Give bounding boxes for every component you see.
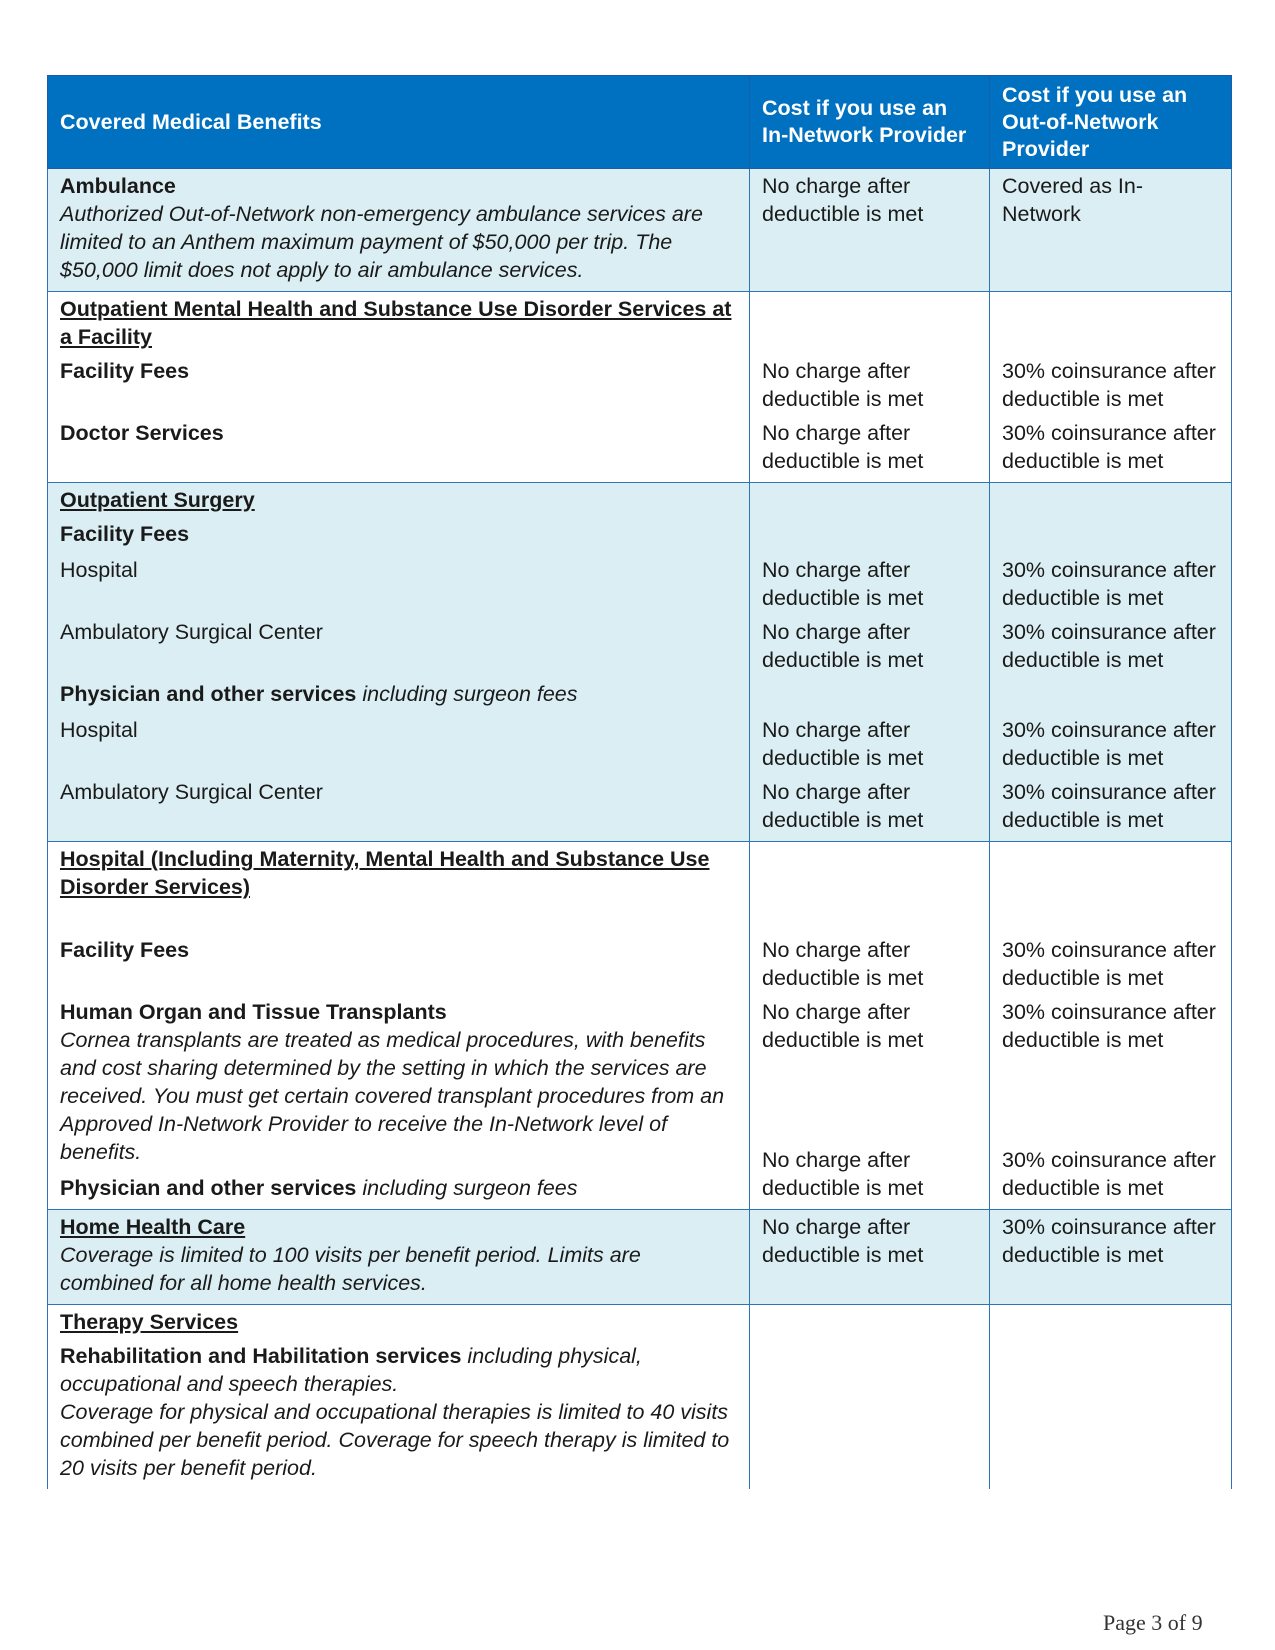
header-out-of-network-cost: Cost if you use an Out-of-Network Provider [990, 76, 1232, 169]
benefit-note-ambulance: Authorized Out-of-Network non-emergency ambulance services are limited to an Anthem maximum payment of $50,000 per trip. The $50,000 limit does not apply to air ambulance services. [60, 202, 703, 282]
in-network-cell [750, 842, 990, 1210]
home-health-note: Coverage is limited to 100 visits per benefit period. Limits are combined for all home health services. [60, 1243, 641, 1295]
item-doctor-services: Doctor Services [60, 421, 224, 445]
item-physician-services: Physician and other services including surgeon fees [60, 1176, 578, 1200]
header-in-network-cost: Cost if you use an In-Network Provider [750, 76, 990, 169]
header-covered-benefits: Covered Medical Benefits [48, 76, 750, 169]
item-hospital: Hospital [60, 718, 138, 742]
section-title-outpatient-surgery: Outpatient Surgery [60, 488, 255, 512]
in-network-cell [750, 1210, 990, 1305]
in-network-cost: No charge after deductible is met [762, 558, 924, 610]
in-network-cost: No charge after deductible is met [762, 780, 924, 832]
in-network-cost: No charge after deductible is met [762, 718, 924, 770]
out-network-cost: Covered as In-Network [1002, 174, 1144, 226]
benefit-cell [48, 483, 750, 842]
out-network-cost: 30% coinsurance after deductible is met [1002, 718, 1216, 770]
in-network-cost: No charge after deductible is met [762, 359, 924, 411]
item-facility-fees: Facility Fees [60, 522, 190, 546]
benefit-cell [48, 1210, 750, 1305]
item-facility-fees: Facility Fees [60, 359, 190, 383]
out-network-cost: 30% coinsurance after deductible is met [1002, 1148, 1216, 1200]
item-rehab-services: Rehabilitation and Habilitation services including physical, occupational and speech therapies. [60, 1344, 642, 1396]
in-network-cost: No charge after deductible is met [762, 1215, 924, 1267]
out-network-cost: 30% coinsurance after deductible is met [1002, 1215, 1216, 1267]
item-ambulatory-surgical-center: Ambulatory Surgical Center [60, 780, 323, 804]
out-network-cost: 30% coinsurance after deductible is met [1002, 359, 1216, 411]
in-network-cost: No charge after deductible is met [762, 174, 924, 226]
in-network-cell [750, 1305, 990, 1490]
section-title-hospital: Hospital (Including Maternity, Mental Health and Substance Use Disorder Services) [60, 847, 710, 899]
table-row-ambulance [48, 169, 1232, 292]
item-ambulatory-surgical-center: Ambulatory Surgical Center [60, 620, 323, 644]
benefit-cell [48, 1305, 750, 1490]
table-row-hospital [48, 842, 1232, 1210]
benefit-cell [48, 169, 750, 292]
out-network-cost: 30% coinsurance after deductible is met [1002, 421, 1216, 473]
item-facility-fees: Facility Fees [60, 938, 190, 962]
in-network-cost: No charge after deductible is met [762, 1000, 924, 1052]
out-network-cell [990, 1210, 1232, 1305]
out-network-cost: 30% coinsurance after deductible is met [1002, 558, 1216, 610]
benefits-table [47, 75, 1232, 1489]
table-header-row [48, 76, 1232, 169]
in-network-cost: No charge after deductible is met [762, 938, 924, 990]
out-network-cost: 30% coinsurance after deductible is met [1002, 620, 1216, 672]
table-row-home-health [48, 1210, 1232, 1305]
section-title-therapy: Therapy Services [60, 1310, 239, 1334]
item-transplants: Human Organ and Tissue Transplants [60, 1000, 447, 1024]
out-network-cell [990, 292, 1232, 483]
out-network-cost: 30% coinsurance after deductible is met [1002, 1000, 1216, 1052]
in-network-cost: No charge after deductible is met [762, 421, 924, 473]
out-network-cell [990, 169, 1232, 292]
page-number: Page 3 of 9 [1103, 1610, 1203, 1635]
out-network-cost: 30% coinsurance after deductible is met [1002, 938, 1216, 990]
benefit-cell [48, 842, 750, 1210]
in-network-cost: No charge after deductible is met [762, 1148, 924, 1200]
benefit-cell [48, 292, 750, 483]
in-network-cell [750, 483, 990, 842]
therapy-note: Coverage for physical and occupational therapies is limited to 40 visits combined per benefit period. Coverage for speech therapy is limited to 20 visits per benefit period. [60, 1400, 730, 1480]
section-title-outpatient-mental-health: Outpatient Mental Health and Substance Use Disorder Services at a Facility [60, 297, 732, 349]
table-row-outpatient-surgery [48, 483, 1232, 842]
out-network-cell [990, 842, 1232, 1210]
item-hospital: Hospital [60, 558, 138, 582]
item-physician-services: Physician and other services including surgeon fees [60, 682, 578, 706]
in-network-cell [750, 292, 990, 483]
in-network-cell [750, 169, 990, 292]
table-row-therapy [48, 1305, 1232, 1490]
section-title-home-health: Home Health Care [60, 1215, 246, 1239]
out-network-cost: 30% coinsurance after deductible is met [1002, 780, 1216, 832]
benefit-title-ambulance: Ambulance [60, 174, 176, 198]
table-row-outpatient-mental-health [48, 292, 1232, 483]
in-network-cost: No charge after deductible is met [762, 620, 924, 672]
out-network-cell [990, 483, 1232, 842]
out-network-cell [990, 1305, 1232, 1490]
transplants-note: Cornea transplants are treated as medical procedures, with benefits and cost sharing determined by the setting in which the services are received. You must get certain covered transplant procedures from an Approved In-Network Provider to receive the In-Network level of benefits. [60, 1028, 725, 1164]
